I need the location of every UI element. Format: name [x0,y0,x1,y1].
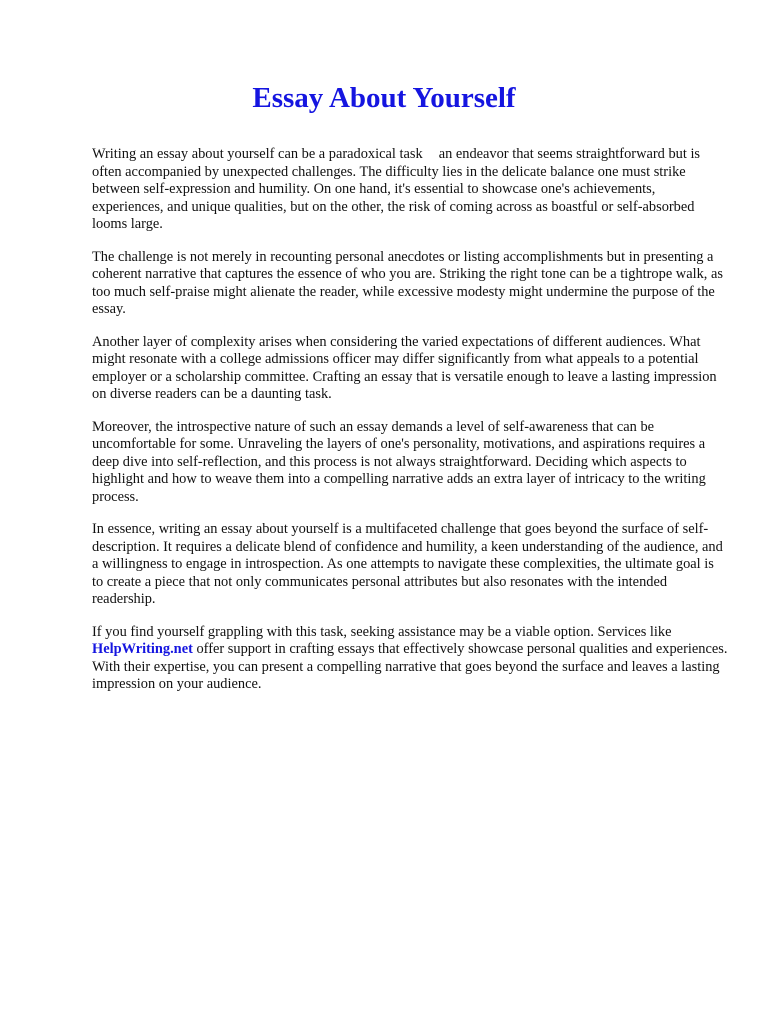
essay-body [92,146,728,709]
paragraph-6-text-a: If you find yourself grappling with this task, seeking assistance may be a viable option. Services like [92,623,672,640]
paragraph-3: Another layer of complexity arises when considering the varied expectations of different audiences. What might resonate with a college admissions officer may differ significantly from what appeals to a potential employer or a scholarship committee. Crafting an essay that is versatile enough to leave a lasting impression on diverse readers can be a daunting task. [92,333,717,402]
paragraph-1 [92,146,728,234]
page-title: Essay About Yourself [252,82,516,114]
paragraph-5: In essence, writing an essay about yourself is a multifaceted challenge that goes beyond the surface of self-description. It requires a delicate blend of confidence and humility, a keen understanding of the audience, and a willingness to engage in introspection. As one attempts to navigate these complexities, the ultimate goal is to create a piece that not only communicates personal attributes but also resonates with the intended readership. [92,521,723,607]
paragraph-1-text-a: Writing an essay about yourself can be a paradoxical task [92,146,423,162]
paragraph-6-text-b: offer support in crafting essays that effectively showcase personal qualities and experiences. With their expertise, you can present a compelling narrative that goes beyond the surface and leaves a lasting impression on your audience. [92,641,728,692]
paragraph-1-text-b: an endeavor that seems straightforward but is often accompanied by unexpected challenges. The difficulty lies in the delicate balance one must strike between self-expression and humility. On one hand, it's essential to showcase one's achievements, experiences, and unique qualities, but on the other, the risk of coming across as boastful or self-absorbed looms large. [92,146,701,232]
paragraph-6 [92,624,728,694]
paragraph-4: Moreover, the introspective nature of such an essay demands a level of self-awareness that can be uncomfortable for some. Unraveling the layers of one's personality, motivations, and aspirations requires a deep dive into self-reflection, and this process is not always straightforward. Deciding which aspects to highlight and how to weave them into a compelling narrative adds an extra layer of intricacy to the writing process. [92,418,706,505]
helpwriting-link[interactable]: HelpWriting.net [92,641,193,657]
paragraph-2: The challenge is not merely in recounting personal anecdotes or listing accomplishments but in presenting a coherent narrative that captures the essence of who you are. Striking the right tone can be a tightrope walk, as too much self-praise might alienate the reader, while excessive modesty might undermine the purpose of the essay. [92,248,723,317]
